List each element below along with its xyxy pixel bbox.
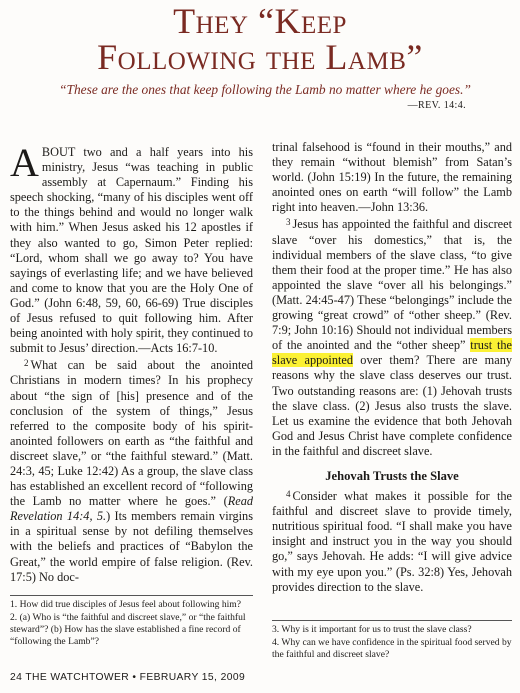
paragraph-2-text: What can be said about the anointed Christians in modern times? In his prophecy about “the sign of [his] presence and of the conclusion of the system of things,” Jesus referred to the composite body of his spirit-anointed followers on earth as “the faithful and discreet slave,” or “the faithful steward.” (Matt. 24:3, 45; Luke 12:42) As a group, the slave class has established an excellent record of “following the Lamb no matter where he goes.” ( — [10, 358, 253, 509]
questions-divider-left — [10, 595, 253, 596]
study-question: 2. (a) Who is “the faithful and discreet slave,” or “the faithful steward”? (b) How has the slave established a fine record of “following the Lamb”? — [10, 612, 246, 647]
drop-cap: A — [10, 140, 39, 185]
paragraph-2 — [10, 356, 253, 584]
right-column — [272, 140, 512, 595]
study-question: 4. Why can we have confidence in the spiritual food served by the faithful and discreet slave? — [272, 637, 512, 660]
paragraph-1-text: BOUT two and a half years into his ministry, Jesus “was teaching in public assembly at Capernaum.” Finding his speech shocking, “many of his disciples went off to the things behind and would no longer walk with him.” When Jesus asked his 12 apostles if they also wanted to go, Simon Peter replied: “Lord, whom shall we go away to? You have sayings of everlasting life; and we have believed and come to know that you are the Holy One of God.” (John 6:48, 59, 60, 66-69) True disciples of Jesus refused to quit following him. After being anointed with holy spirit, they continued to submit to Jesus’ direction.—Acts 16:7-10. — [10, 145, 253, 356]
paragraph-number: 4 — [286, 489, 291, 500]
paragraph-3 — [272, 215, 512, 459]
highlighted-text: trust the slave appointed — [272, 338, 512, 368]
paragraph-4-text: Consider what makes it possible for the faithful and discreet slave to provide timely, nutritious spiritual food. “I shall make you have insight and instruct you in the way you should go,” says Jehovah. He adds: “I will give advice with my eye upon you.” (Ps. 32:8) Yes, Jehovah provides direction to the slave. — [272, 489, 512, 594]
paragraph-number: 2 — [24, 358, 29, 369]
paragraph-2-text-end: ) Its members remain virgins in a spiritual sense by not defiling themselves with the beliefs and practices of “Babylon the Great,” the world empire of false religion. (Rev. 17:5) No doc- — [10, 509, 253, 584]
article-title-line1: They “Keep — [173, 1, 347, 41]
page-footer: 24 THE WATCHTOWER • FEBRUARY 15, 2009 — [10, 672, 246, 683]
subheading: Jehovah Trusts the Slave — [325, 468, 459, 483]
paragraph-number: 3 — [286, 217, 291, 228]
paragraph-continuation: trinal falsehood is “found in their mouths,” and they remain “without blemish” from Satan’s world. (John 15:19) In the future, the remaining anointed ones on earth “will follow” the Lamb right into heaven.—John 13:36. — [272, 140, 512, 215]
paragraph-4 — [272, 487, 512, 595]
left-column — [10, 140, 253, 585]
paragraph-3-text: Jesus has appointed the faithful and discreet slave “over his domestics,” that is, the individual members of the slave class, “to give them their food at the proper time.” He has also appointed the slave “over all his belongings.” (Matt. 24:45-47) These “belongings” include the growing “great crowd” of “other sheep.” (Rev. 7:9; John 10:16) Should not individual members of the anointed and the “other sheep” — [272, 217, 512, 353]
questions-divider-right — [272, 620, 512, 621]
theme-citation: —REV. 14:4. — [407, 100, 466, 111]
scripture-reference: Read Revelation 14:4, 5. — [10, 494, 253, 524]
study-question: 1. How did true disciples of Jesus feel about following him? — [10, 599, 242, 610]
study-questions-right — [272, 624, 512, 662]
paragraph-3-text-end: over them? There are many reasons why the slave class deserves our trust. Two outstanding reasons are: (1) Jehovah trusts the slave class. (2) Jesus also trusts the slave. Let us examine the evidence that both Jehovah God and Jesus Christ have complete confidence in the faithful and discreet slave. — [272, 353, 513, 458]
theme-scripture: “These are the ones that keep following the Lamb no matter where he goes.” — [59, 82, 471, 97]
paragraph-1 — [10, 140, 253, 356]
study-questions-left — [10, 599, 253, 649]
study-question: 3. Why is it important for us to trust the slave class? — [272, 624, 472, 635]
article-title-line2: Following the Lamb” — [97, 37, 423, 77]
